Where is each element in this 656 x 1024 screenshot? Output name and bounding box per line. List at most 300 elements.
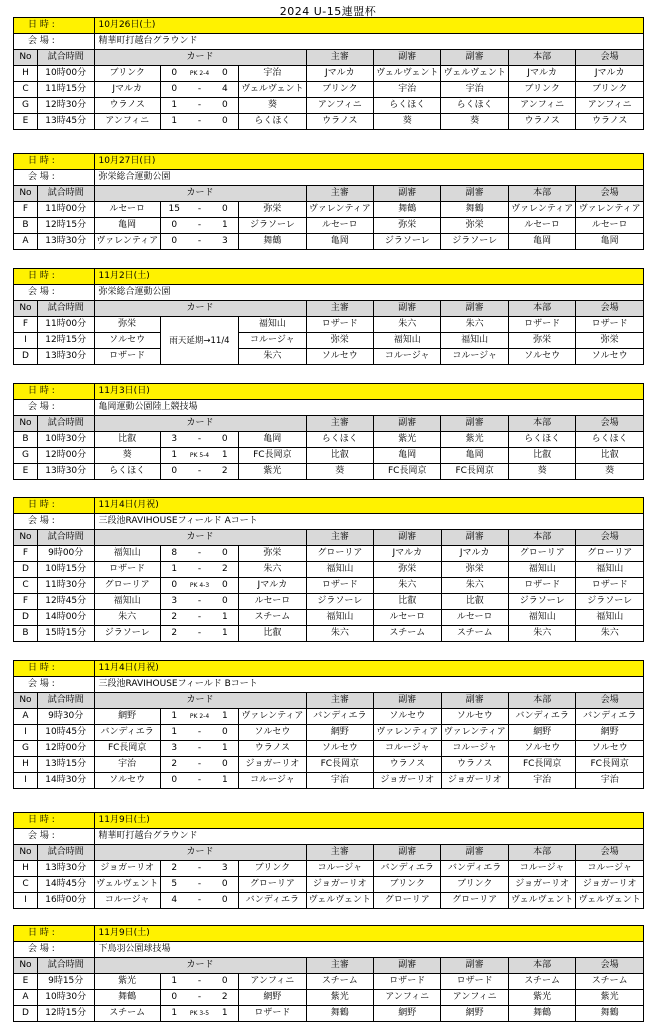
away-team: 朱六 (239, 349, 306, 365)
venue-name: 亀岡運動公園陸上競技場 (94, 400, 644, 416)
venue-role: 葵 (576, 464, 644, 480)
match-no: C (14, 877, 38, 893)
schedule-table (13, 17, 644, 130)
kickoff-time: 12時00分 (37, 448, 94, 464)
referee: ブリンク (306, 82, 373, 98)
assistant-referee-1: 朱六 (374, 578, 441, 594)
assistant-referee-1: FC長岡京 (374, 464, 441, 480)
referee: スチーム (306, 974, 373, 990)
assistant-referee-1: ジョガーリオ (374, 773, 441, 789)
kickoff-time: 11時00分 (37, 202, 94, 218)
match-day-section (13, 497, 644, 642)
assistant-referee-2: ジョガーリオ (441, 773, 508, 789)
venue-role: 網野 (576, 725, 644, 741)
home-score: 1 (160, 709, 187, 725)
home-team: ブリンク (94, 66, 160, 82)
referee: ヴァレンティア (306, 202, 373, 218)
venue-role: アンフィニ (576, 98, 644, 114)
match-row (14, 448, 644, 464)
match-no: I (14, 893, 38, 909)
headquarters: ジラソーレ (508, 594, 575, 610)
venue-role: ソルセウ (576, 741, 644, 757)
match-no: I (14, 773, 38, 789)
score-separator: - (188, 114, 212, 130)
match-no: G (14, 448, 38, 464)
venue-role: 弥栄 (576, 333, 644, 349)
date-label: 日 時 : (14, 661, 95, 677)
match-row (14, 317, 644, 333)
headquarters: ロザード (508, 578, 575, 594)
kickoff-time: 12時45分 (37, 594, 94, 610)
home-team: アンフィニ (94, 114, 160, 130)
referee: ソルセウ (306, 741, 373, 757)
venue-role: 紫光 (576, 990, 644, 1006)
venue-role: 亀岡 (576, 234, 644, 250)
home-team: 福知山 (94, 594, 160, 610)
home-score: 1 (160, 974, 187, 990)
match-date: 11月4日(月祝) (94, 661, 644, 677)
match-day-section (13, 153, 644, 250)
kickoff-time: 13時30分 (37, 234, 94, 250)
away-team: ブリンク (239, 861, 306, 877)
col-venue-role: 会場 (576, 530, 644, 546)
schedule-table (13, 925, 644, 1022)
match-no: G (14, 98, 38, 114)
away-team: Jマルカ (239, 578, 306, 594)
col-hq: 本部 (508, 186, 575, 202)
away-score: 0 (211, 546, 238, 562)
score-separator: - (188, 98, 212, 114)
venue-label: 会 場 : (14, 170, 95, 186)
away-team: 比叡 (239, 626, 306, 642)
kickoff-time: 9時15分 (37, 974, 94, 990)
match-no: G (14, 741, 38, 757)
assistant-referee-1: 葵 (374, 114, 441, 130)
score-separator: - (188, 861, 212, 877)
match-row (14, 610, 644, 626)
headquarters: 網野 (508, 725, 575, 741)
pk-result: PK 4-3 (189, 582, 210, 589)
assistant-referee-1: コルージャ (374, 349, 441, 365)
venue-label: 会 場 : (14, 829, 95, 845)
assistant-referee-2: ジラソーレ (441, 234, 508, 250)
col-time: 試合時間 (37, 845, 94, 861)
headquarters: グローリア (508, 546, 575, 562)
venue-role: スチーム (576, 974, 644, 990)
score-separator: - (188, 234, 212, 250)
match-row (14, 98, 644, 114)
headquarters: ロザード (508, 317, 575, 333)
match-row (14, 66, 644, 82)
assistant-referee-2: 朱六 (441, 317, 508, 333)
away-team: バンディエラ (239, 893, 306, 909)
col-assistant-1: 副審 (374, 530, 441, 546)
venue-role: 比叡 (576, 448, 644, 464)
away-team: 亀岡 (239, 432, 306, 448)
match-no: B (14, 432, 38, 448)
away-team: コルージャ (239, 773, 306, 789)
score-separator: - (188, 990, 212, 1006)
match-no: H (14, 757, 38, 773)
headquarters: アンフィニ (508, 98, 575, 114)
headquarters: ジョガーリオ (508, 877, 575, 893)
home-score: 1 (160, 725, 187, 741)
referee: 宇治 (306, 773, 373, 789)
assistant-referee-1: 福知山 (374, 333, 441, 349)
match-row (14, 990, 644, 1006)
match-day-section (13, 660, 644, 789)
kickoff-time: 12時15分 (37, 218, 94, 234)
match-no: D (14, 1006, 38, 1022)
kickoff-time: 12時15分 (37, 1006, 94, 1022)
kickoff-time: 14時00分 (37, 610, 94, 626)
col-card: カード (94, 416, 306, 432)
home-team: ヴァレンティア (94, 234, 160, 250)
match-no: B (14, 626, 38, 642)
venue-role: ヴェルヴェント (576, 893, 644, 909)
headquarters: ヴェルヴェント (508, 893, 575, 909)
kickoff-time: 11時30分 (37, 578, 94, 594)
match-no: F (14, 317, 38, 333)
schedule-table (13, 383, 644, 480)
away-score: 2 (211, 562, 238, 578)
match-row (14, 594, 644, 610)
score-separator: - (188, 741, 212, 757)
date-label: 日 時 : (14, 154, 95, 170)
score-separator: - (188, 773, 212, 789)
match-no: B (14, 218, 38, 234)
match-row (14, 333, 644, 349)
assistant-referee-2: ウラノス (441, 757, 508, 773)
referee: 網野 (306, 725, 373, 741)
home-score: 0 (160, 990, 187, 1006)
assistant-referee-2: 福知山 (441, 333, 508, 349)
postponed-note: 雨天延期→11/4 (160, 317, 238, 365)
away-team: 紫光 (239, 464, 306, 480)
assistant-referee-2: 葵 (441, 114, 508, 130)
referee: らくほく (306, 432, 373, 448)
assistant-referee-1: 亀岡 (374, 448, 441, 464)
away-score: 1 (211, 773, 238, 789)
assistant-referee-2: ソルセウ (441, 709, 508, 725)
col-venue-role: 会場 (576, 186, 644, 202)
col-card: カード (94, 958, 306, 974)
assistant-referee-1: ルセーロ (374, 610, 441, 626)
kickoff-time: 10時15分 (37, 562, 94, 578)
kickoff-time: 13時30分 (37, 861, 94, 877)
col-no: No (14, 301, 38, 317)
match-row (14, 626, 644, 642)
assistant-referee-2: ブリンク (441, 877, 508, 893)
away-score: 0 (211, 432, 238, 448)
match-no: E (14, 974, 38, 990)
kickoff-time: 10時45分 (37, 725, 94, 741)
away-team: ソルセウ (239, 725, 306, 741)
col-no: No (14, 958, 38, 974)
col-assistant-1: 副審 (374, 186, 441, 202)
match-row (14, 741, 644, 757)
headquarters: 紫光 (508, 990, 575, 1006)
venue-name: 弥栄総合運動公園 (94, 285, 644, 301)
col-no: No (14, 530, 38, 546)
score-separator: - (188, 757, 212, 773)
match-no: D (14, 610, 38, 626)
home-team: グローリア (94, 578, 160, 594)
headquarters: ソルセウ (508, 349, 575, 365)
home-score: 0 (160, 464, 187, 480)
away-team: FC長岡京 (239, 448, 306, 464)
col-assistant-2: 副審 (441, 186, 508, 202)
venue-label: 会 場 : (14, 942, 95, 958)
headquarters: Jマルカ (508, 66, 575, 82)
col-assistant-1: 副審 (374, 845, 441, 861)
venue-role: ジョガーリオ (576, 877, 644, 893)
match-row (14, 218, 644, 234)
assistant-referee-1: 紫光 (374, 432, 441, 448)
assistant-referee-1: グローリア (374, 893, 441, 909)
score-separator: - (188, 594, 212, 610)
score-separator: - (188, 432, 212, 448)
away-score: 0 (211, 974, 238, 990)
assistant-referee-2: ヴェルヴェント (441, 66, 508, 82)
away-team: アンフィニ (239, 974, 306, 990)
home-team: 弥栄 (94, 317, 160, 333)
headquarters: 亀岡 (508, 234, 575, 250)
venue-role: ジラソーレ (576, 594, 644, 610)
referee: 福知山 (306, 610, 373, 626)
home-team: 朱六 (94, 610, 160, 626)
venue-role: 宇治 (576, 773, 644, 789)
headquarters: ウラノス (508, 114, 575, 130)
home-team: 比叡 (94, 432, 160, 448)
date-label: 日 時 : (14, 926, 95, 942)
col-hq: 本部 (508, 530, 575, 546)
match-no: F (14, 202, 38, 218)
col-assistant-2: 副審 (441, 301, 508, 317)
match-no: H (14, 66, 38, 82)
away-score: 0 (211, 202, 238, 218)
col-card: カード (94, 693, 306, 709)
schedule-table (13, 153, 644, 250)
kickoff-time: 11時15分 (37, 82, 94, 98)
home-team: ソルセウ (94, 773, 160, 789)
col-venue-role: 会場 (576, 416, 644, 432)
assistant-referee-2: バンディエラ (441, 861, 508, 877)
away-score: 2 (211, 464, 238, 480)
match-date: 11月2日(土) (94, 269, 644, 285)
score-separator (188, 448, 212, 464)
match-no: I (14, 725, 38, 741)
assistant-referee-1: ブリンク (374, 877, 441, 893)
home-score: 1 (160, 448, 187, 464)
score-separator: - (188, 202, 212, 218)
match-row (14, 1006, 644, 1022)
score-separator: - (188, 464, 212, 480)
venue-label: 会 場 : (14, 34, 95, 50)
assistant-referee-2: 舞鶴 (441, 202, 508, 218)
match-row (14, 893, 644, 909)
match-no: A (14, 709, 38, 725)
assistant-referee-1: 舞鶴 (374, 202, 441, 218)
score-separator: - (188, 626, 212, 642)
assistant-referee-2: 弥栄 (441, 218, 508, 234)
match-no: I (14, 333, 38, 349)
home-team: ジョガーリオ (94, 861, 160, 877)
away-score: 0 (211, 578, 238, 594)
home-score: 0 (160, 773, 187, 789)
page-title: 2024 U-15連盟杯 (279, 5, 377, 18)
referee: 弥栄 (306, 333, 373, 349)
home-team: スチーム (94, 1006, 160, 1022)
referee: FC長岡京 (306, 757, 373, 773)
col-assistant-2: 副審 (441, 50, 508, 66)
kickoff-time: 13時30分 (37, 464, 94, 480)
referee: 葵 (306, 464, 373, 480)
away-score: 0 (211, 757, 238, 773)
match-no: E (14, 464, 38, 480)
home-score: 1 (160, 1006, 187, 1022)
away-team: 弥栄 (239, 202, 306, 218)
away-team: グローリア (239, 877, 306, 893)
headquarters: FC長岡京 (508, 757, 575, 773)
home-team: らくほく (94, 464, 160, 480)
away-team: 福知山 (239, 317, 306, 333)
referee: 紫光 (306, 990, 373, 1006)
away-team: ルセーロ (239, 594, 306, 610)
assistant-referee-1: 朱六 (374, 317, 441, 333)
venue-role: 舞鶴 (576, 1006, 644, 1022)
assistant-referee-2: 弥栄 (441, 562, 508, 578)
assistant-referee-2: コルージャ (441, 349, 508, 365)
venue-role: ブリンク (576, 82, 644, 98)
col-card: カード (94, 845, 306, 861)
headquarters: ルセーロ (508, 218, 575, 234)
away-score: 4 (211, 82, 238, 98)
away-team: 網野 (239, 990, 306, 1006)
venue-role: ロザード (576, 578, 644, 594)
match-date: 11月4日(月祝) (94, 498, 644, 514)
away-score: 0 (211, 877, 238, 893)
headquarters: コルージャ (508, 861, 575, 877)
col-assistant-1: 副審 (374, 693, 441, 709)
home-team: ジラソーレ (94, 626, 160, 642)
match-row (14, 82, 644, 98)
match-row (14, 877, 644, 893)
away-score: 0 (211, 98, 238, 114)
match-day-section (13, 268, 644, 365)
home-team: 網野 (94, 709, 160, 725)
headquarters: バンディエラ (508, 709, 575, 725)
referee: Jマルカ (306, 66, 373, 82)
score-separator: - (188, 82, 212, 98)
match-no: A (14, 990, 38, 1006)
kickoff-time: 13時30分 (37, 349, 94, 365)
referee: バンディエラ (306, 709, 373, 725)
score-separator: - (188, 562, 212, 578)
home-team: ロザード (94, 349, 160, 365)
away-team: らくほく (239, 114, 306, 130)
referee: 亀岡 (306, 234, 373, 250)
col-assistant-1: 副審 (374, 416, 441, 432)
referee: ヴェルヴェント (306, 893, 373, 909)
referee: 朱六 (306, 626, 373, 642)
away-score: 1 (211, 610, 238, 626)
kickoff-time: 11時00分 (37, 317, 94, 333)
col-assistant-1: 副審 (374, 301, 441, 317)
date-label: 日 時 : (14, 813, 95, 829)
away-score: 3 (211, 234, 238, 250)
col-time: 試合時間 (37, 958, 94, 974)
match-row (14, 562, 644, 578)
venue-label: 会 場 : (14, 400, 95, 416)
headquarters: 弥栄 (508, 333, 575, 349)
away-team: ロザード (239, 1006, 306, 1022)
match-no: A (14, 234, 38, 250)
col-card: カード (94, 301, 306, 317)
col-assistant-2: 副審 (441, 958, 508, 974)
headquarters: スチーム (508, 974, 575, 990)
pk-result: PK 3-5 (189, 1010, 210, 1017)
assistant-referee-2: アンフィニ (441, 990, 508, 1006)
referee: ルセーロ (306, 218, 373, 234)
col-assistant-2: 副審 (441, 845, 508, 861)
venue-role: バンディエラ (576, 709, 644, 725)
match-no: F (14, 594, 38, 610)
score-separator (188, 66, 212, 82)
col-no: No (14, 693, 38, 709)
col-time: 試合時間 (37, 301, 94, 317)
assistant-referee-1: コルージャ (374, 741, 441, 757)
home-score: 0 (160, 578, 187, 594)
venue-name: 下鳥羽公園球技場 (94, 942, 644, 958)
away-score: 1 (211, 741, 238, 757)
venue-role: 福知山 (576, 562, 644, 578)
away-team: スチーム (239, 610, 306, 626)
col-no: No (14, 186, 38, 202)
away-team: ウラノス (239, 741, 306, 757)
home-team: Jマルカ (94, 82, 160, 98)
match-no: H (14, 861, 38, 877)
match-no: D (14, 562, 38, 578)
assistant-referee-2: 紫光 (441, 432, 508, 448)
assistant-referee-2: コルージャ (441, 741, 508, 757)
assistant-referee-2: グローリア (441, 893, 508, 909)
match-row (14, 709, 644, 725)
assistant-referee-1: 宇治 (374, 82, 441, 98)
date-label: 日 時 : (14, 384, 95, 400)
away-team: 朱六 (239, 562, 306, 578)
col-card: カード (94, 530, 306, 546)
home-score: 2 (160, 757, 187, 773)
col-hq: 本部 (508, 301, 575, 317)
match-day-section (13, 383, 644, 480)
col-assistant-2: 副審 (441, 416, 508, 432)
score-separator: - (188, 725, 212, 741)
home-score: 1 (160, 562, 187, 578)
home-team: ソルセウ (94, 333, 160, 349)
match-date: 10月26日(土) (94, 18, 644, 34)
assistant-referee-2: ロザード (441, 974, 508, 990)
away-score: 0 (211, 594, 238, 610)
assistant-referee-2: スチーム (441, 626, 508, 642)
col-referee: 主審 (306, 958, 373, 974)
venue-name: 精華町打越台グラウンド (94, 829, 644, 845)
score-separator: - (188, 218, 212, 234)
assistant-referee-1: 網野 (374, 1006, 441, 1022)
assistant-referee-1: アンフィニ (374, 990, 441, 1006)
home-score: 3 (160, 594, 187, 610)
home-score: 1 (160, 98, 187, 114)
